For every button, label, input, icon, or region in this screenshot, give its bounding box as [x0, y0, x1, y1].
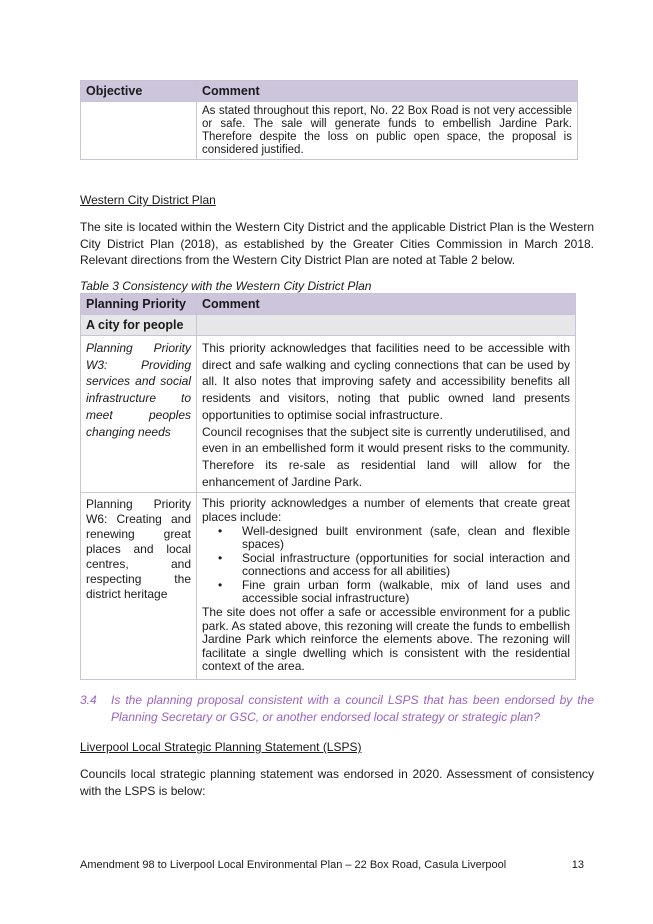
consistency-table [80, 293, 576, 680]
comment-cell [197, 336, 576, 493]
question-number: 3.4 [80, 693, 97, 707]
comment-paragraph: Council recognises that the subject site is currently underutilised, and even in an embellished form it would present risks to the community. Therefore its re-sale as residential land will allow for the enhancement of Jardine Park. [202, 424, 570, 489]
comment-cell [197, 493, 576, 680]
comment-paragraph: The site does not offer a safe or accessible environment for a public park. As stated above, this rezoning will create the funds to embellish Jardine Park which reinforce the elements above. The rezoning will facilitate a single dwelling which is consistent with the residential context of the area. [202, 605, 570, 674]
list-item: • Social infrastructure (opportunities for social interaction and connections and access for all abilities) [242, 552, 570, 579]
question-text: Is the planning proposal consistent with a council LSPS that has been endorsed by the Planning Secretary or GSC, or another endorsed local strategy or strategic plan? [111, 693, 594, 724]
header-planning-priority: Planning Priority [81, 294, 197, 315]
comment-paragraph: This priority acknowledges that facilities need to be accessible with direct and safe walking and cycling connections that can be used by all. It also notes that improving safety and accessibility benefits all residents and visitors, noting that public owned land presents opportunities to optimise social infrastructure. [202, 341, 570, 422]
subheader-empty [197, 315, 576, 336]
table-row [81, 493, 576, 680]
subheader-city-for-people: A city for people [81, 315, 197, 336]
question-heading [80, 692, 594, 725]
section-heading-district-plan: Western City District Plan [80, 193, 216, 207]
priority-cell: Planning Priority W3: Providing services and social infrastructure to meet peoples changing needs [81, 336, 197, 493]
header-comment: Comment [197, 81, 578, 102]
district-plan-paragraph: The site is located within the Western City District and the applicable District Plan is the Western City District Plan (2018), as established by the Greater Cities Commission in March 2018. Relevant directions from the Western City District Plan are noted at Table 2 below. [80, 220, 594, 267]
lsps-paragraph: Councils local strategic planning statement was endorsed in 2020. Assessment of consistency with the LSPS is below: [80, 767, 594, 798]
page-number: 13 [571, 859, 584, 871]
header-comment: Comment [197, 294, 576, 315]
section-heading-lsps: Liverpool Local Strategic Planning Statement (LSPS) [80, 740, 362, 754]
list-item: • Fine grain urban form (walkable, mix of land uses and accessible social infrastructure) [242, 579, 570, 606]
comment-paragraph: This priority acknowledges a number of elements that create great places include: [202, 496, 570, 524]
bullet-list [202, 525, 570, 607]
comment-cell: As stated throughout this report, No. 22 Box Road is not very accessible or safe. The sale will generate funds to embellish Jardine Park. Therefore despite the loss on public open space, the proposal is considered justified. [197, 102, 578, 160]
objective-table [80, 80, 578, 160]
objective-cell [81, 102, 197, 160]
header-objective: Objective [81, 81, 197, 102]
table-row [81, 336, 576, 493]
footer-title: Amendment 98 to Liverpool Local Environmental Plan – 22 Box Road, Casula Liverpool [80, 859, 507, 871]
priority-cell: Planning Priority W6: Creating and renewing great places and local centres, and respecting the district heritage [81, 493, 197, 680]
table-caption: Table 3 Consistency with the Western City District Plan [80, 279, 372, 293]
list-item: • Well-designed built environment (safe, clean and flexible spaces) [242, 525, 570, 552]
page-footer [80, 859, 584, 871]
